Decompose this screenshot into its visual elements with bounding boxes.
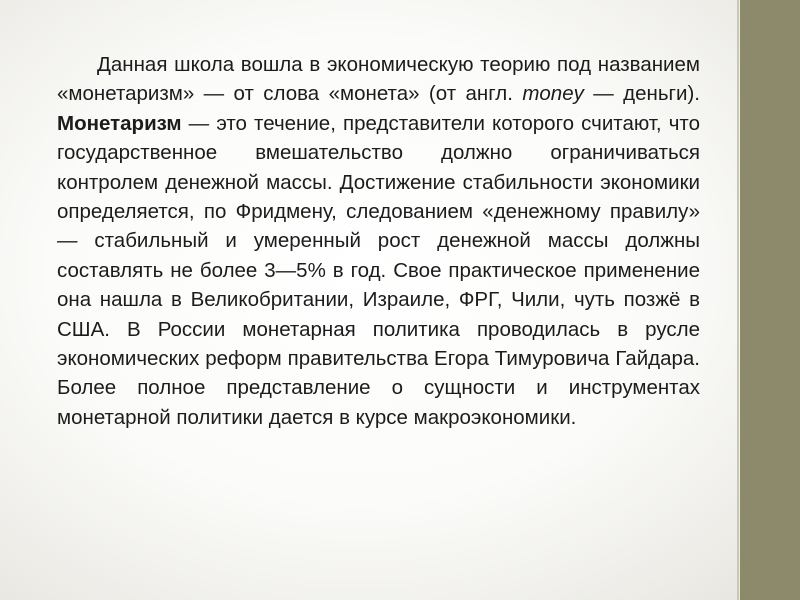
text-intro: Данная школа вошла в экономическую теорию под названием «монетаризм» — от слова «монета» (от англ. xyxy=(57,53,700,106)
text-translation: — деньги). xyxy=(583,82,700,106)
body-paragraph xyxy=(57,50,700,432)
sidebar-divider xyxy=(737,0,739,600)
term-monetarism: Монетаризм xyxy=(57,111,182,135)
decorative-sidebar xyxy=(740,0,800,600)
text-body: — это течение, представители которого считают, что государственное вмешательство должно ограничиваться контролем денежной массы. Достижение стабильности экономики определяется, по Фридмену, следованием «денежному правилу» — стабильный и умеренный рост денежной массы должны составлять не более 3—5% в год. Свое практическое применение она нашла в Великобритании, Израиле, ФРГ, Чили, чуть позжё в США. В России монетарная политика проводилась в русле экономических реформ правительства Егора Тимуровича Гайдара. Более полное представление о сущности и инструментах монетарной политики дается в курсе макроэкономики. xyxy=(57,111,700,429)
term-english: money xyxy=(522,82,584,106)
